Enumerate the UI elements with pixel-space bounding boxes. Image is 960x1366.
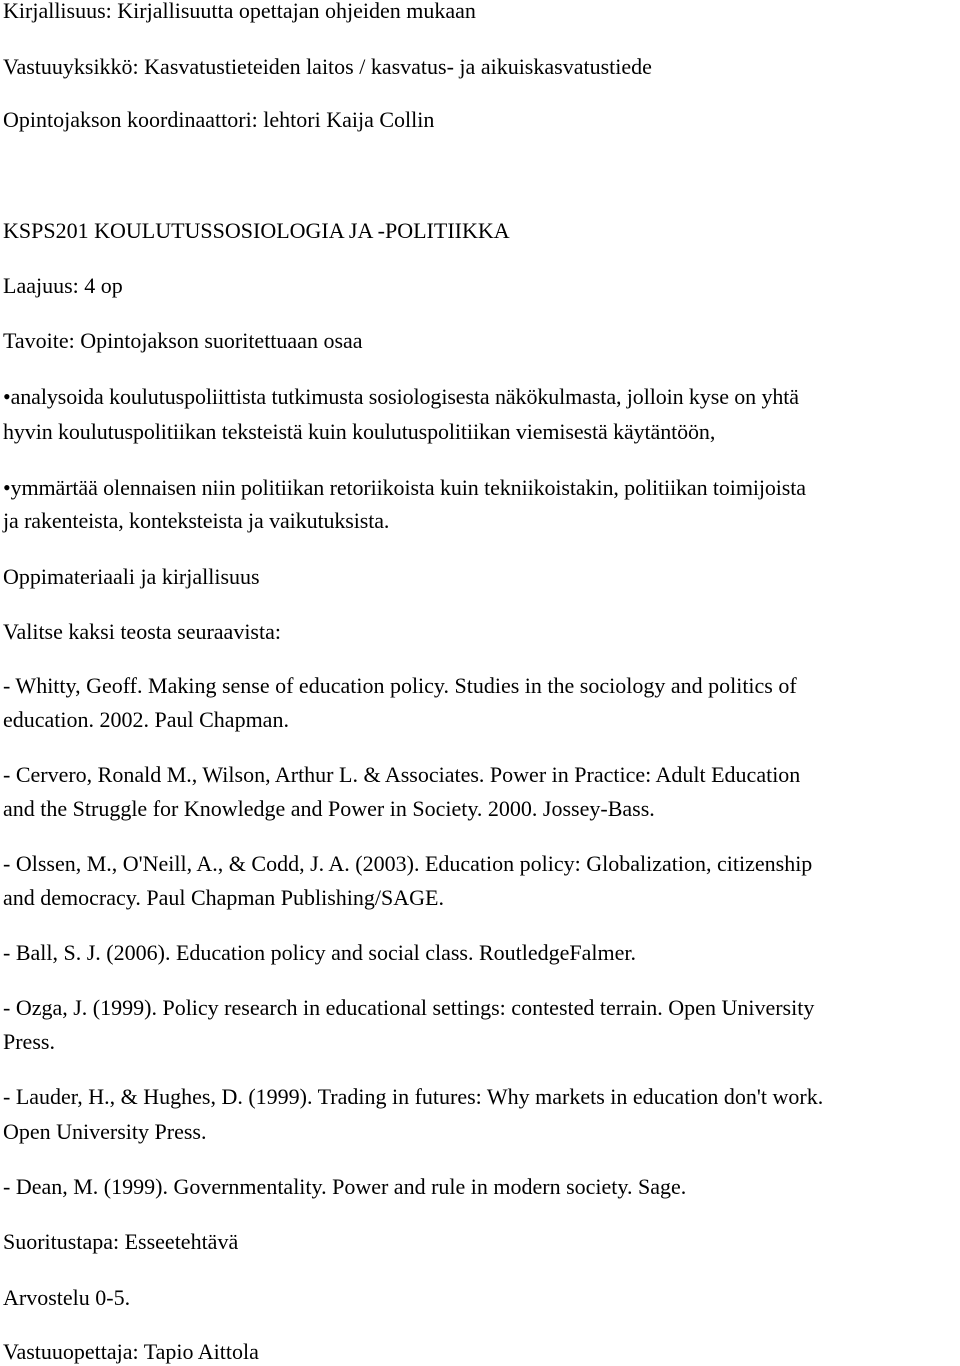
goal-item-2-line-1: •ymmärtää olennaisen niin politiikan retoriikoista kuin tekniikoistakin, politiikan toimijoista: [3, 475, 806, 500]
grading-line: Arvostelu 0-5.: [3, 1285, 131, 1310]
materials-heading: Oppimateriaali ja kirjallisuus: [3, 564, 260, 589]
reference-6-line-2: Open University Press.: [3, 1119, 207, 1144]
reference-3-line-1: - Olssen, M., O'Neill, A., & Codd, J. A. (2003). Education policy: Globalization, citizenship: [3, 851, 813, 876]
goal-item-2-line-2: ja rakenteista, konteksteista ja vaikutuksista.: [3, 508, 390, 533]
reference-2-line-2: and the Struggle for Knowledge and Power in Society. 2000. Jossey-Bass.: [3, 796, 655, 821]
choose-instruction: Valitse kaksi teosta seuraavista:: [3, 619, 281, 644]
reference-1-line-1: - Whitty, Geoff. Making sense of education policy. Studies in the sociology and politics of: [3, 673, 797, 698]
completion-method-line: Suoritustapa: Esseetehtävä: [3, 1229, 239, 1254]
reference-2-line-1: - Cervero, Ronald M., Wilson, Arthur L. & Associates. Power in Practice: Adult Education: [3, 762, 801, 787]
goal-item-1-line-2: hyvin koulutuspolitiikan teksteistä kuin koulutuspolitiikan viemisestä käytäntöön,: [3, 419, 716, 444]
reference-4-line-1: - Ball, S. J. (2006). Education policy and social class. RoutledgeFalmer.: [3, 940, 636, 965]
reference-1-line-2: education. 2002. Paul Chapman.: [3, 707, 289, 732]
reference-3-line-2: and democracy. Paul Chapman Publishing/SAGE.: [3, 885, 444, 910]
responsible-teacher-line: Vastuuopettaja: Tapio Aittola: [3, 1339, 259, 1364]
reference-5-line-2: Press.: [3, 1029, 55, 1054]
course-goal-intro: Tavoite: Opintojakson suoritettuaan osaa: [3, 328, 363, 353]
course-title: KSPS201 KOULUTUSSOSIOLOGIA JA -POLITIIKKA: [3, 218, 510, 243]
course-scope: Laajuus: 4 op: [3, 273, 123, 298]
reference-7-line-1: - Dean, M. (1999). Governmentality. Power and rule in modern society. Sage.: [3, 1174, 687, 1199]
literature-line: Kirjallisuus: Kirjallisuutta opettajan ohjeiden mukaan: [3, 0, 476, 23]
coordinator-line: Opintojakson koordinaattori: lehtori Kaija Collin: [3, 107, 435, 132]
goal-item-1-line-1: •analysoida koulutuspoliittista tutkimusta sosiologisesta näkökulmasta, jolloin kyse on yhtä: [3, 384, 799, 409]
reference-6-line-1: - Lauder, H., & Hughes, D. (1999). Trading in futures: Why markets in education don't work.: [3, 1084, 824, 1109]
reference-5-line-1: - Ozga, J. (1999). Policy research in educational settings: contested terrain. Open University: [3, 995, 815, 1020]
responsible-unit-line: Vastuuyksikkö: Kasvatustieteiden laitos / kasvatus- ja aikuiskasvatustiede: [3, 54, 652, 79]
